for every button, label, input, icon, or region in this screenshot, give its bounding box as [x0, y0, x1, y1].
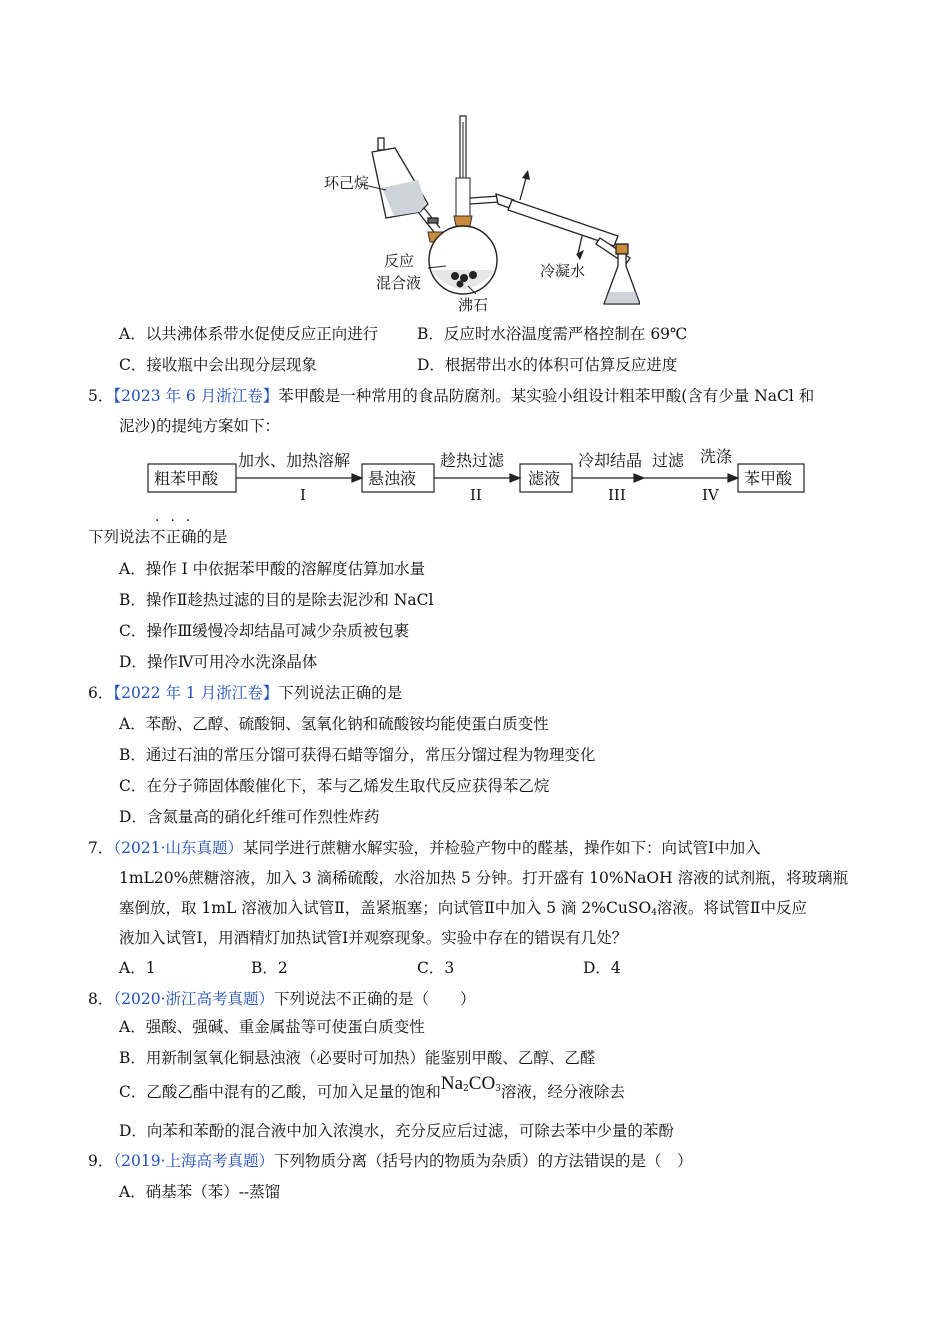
formula-co: CO — [468, 1073, 496, 1094]
q5-stem-line1 — [88, 386, 814, 406]
q7-text: 某同学进行蔗糖水解实验，并检验产物中的醛基，操作如下：向试管Ⅰ中加入 — [243, 839, 761, 857]
q5-option-d: D．操作Ⅳ可用冷水洗涤晶体 — [119, 653, 318, 671]
q4-option-c: C．接收瓶中会出现分层现象 — [119, 356, 317, 374]
q8-option-b: B．用新制氢氧化铜悬浊液（必要时可加热）能鉴别甲酸、乙醇、乙醛 — [119, 1049, 596, 1067]
flow-roman-2: II — [470, 486, 482, 504]
flow-step2-label: 趁热过滤 — [440, 451, 505, 470]
question-source: 【2022 年 1 月浙江卷】 — [113, 684, 279, 702]
q5-stem: 苯甲酸是一种常用的食品防腐剂。某实验小组设计粗苯甲酸(含有少量 NaCl 和 — [278, 387, 815, 405]
formula-na: Na — [440, 1073, 464, 1094]
q4-option-b: B．反应时水浴温度需严格控制在 69℃ — [417, 325, 688, 343]
flow-box4-label: 苯甲酸 — [744, 469, 793, 488]
q7-option-b: B．2 — [251, 959, 288, 977]
question-source: 【2023 年 6 月浙江卷】 — [113, 387, 279, 405]
q6-stem — [88, 683, 402, 703]
flow-step3a-label: 冷却结晶 — [578, 451, 643, 470]
flow-roman-4: IV — [702, 486, 719, 504]
q8-option-a: A．强酸、强碱、重金属盐等可使蛋白质变性 — [119, 1018, 425, 1036]
question-number: 8． — [88, 990, 114, 1008]
q8-option-c — [119, 1073, 625, 1107]
flow-step4-label: 洗涤 — [700, 447, 733, 466]
subscript: 3 — [495, 1084, 501, 1094]
flow-step1-label: 加水、加热溶解 — [238, 451, 351, 470]
q8-c-pre: C．乙酸乙酯中混有的乙酸，可加入足量的饱和 — [119, 1083, 441, 1101]
q6-option-a: A．苯酚、乙醇、硫酸铜、氢氧化钠和硫酸铵均能使蛋白质变性 — [119, 715, 549, 733]
flow-roman-1: I — [300, 486, 306, 504]
q7-line3-post: 溶液。将试管Ⅱ中反应 — [656, 899, 807, 917]
center-stopper — [454, 216, 472, 226]
question-source: （2021·山东真题） — [113, 839, 243, 857]
q7-option-d: D．4 — [583, 959, 621, 977]
q7-stem-line3 — [119, 898, 807, 923]
q9-stem — [88, 1151, 693, 1171]
q7-stem-line1 — [88, 838, 761, 858]
question-number: 5． — [88, 387, 114, 405]
q7-stem-line4: 液加入试管Ⅰ，用酒精灯加热试管Ⅰ并观察现象。实验中存在的错误有几处？ — [119, 929, 628, 947]
q5-option-b: B．操作Ⅱ趁热过滤的目的是除去泥沙和 NaCl — [119, 591, 434, 609]
q6-option-c: C．在分子筛固体酸催化下，苯与乙烯发生取代反应获得苯乙烷 — [119, 777, 550, 795]
q4-option-d: D．根据带出水的体积可估算反应进度 — [417, 356, 678, 374]
flow-step3b-label: 过滤 — [652, 451, 685, 470]
question-number: 7． — [88, 839, 114, 857]
subscript: 2 — [463, 1084, 469, 1094]
q6-option-b: B．通过石油的常压分馏可获得石蜡等馏分，常压分馏过程为物理变化 — [119, 746, 596, 764]
q7-option-c: C．3 — [417, 959, 455, 977]
q6-stem-text: 下列说法正确的是 — [278, 684, 403, 702]
dropping-funnel — [372, 138, 440, 232]
label-reaction-mixture: 混合液 — [376, 274, 422, 292]
flow-box1-label: 粗苯甲酸 — [154, 469, 219, 488]
water-out-arrow — [520, 178, 526, 200]
question-number: 9． — [88, 1152, 114, 1170]
q5-option-c: C．操作Ⅲ缓慢冷却结晶可减少杂质被包裹 — [119, 622, 410, 640]
label-cyclohexane: 环己烷 — [324, 174, 370, 192]
q7-line3-pre: 塞倒放，取 1mL 溶液加入试管Ⅱ，盖紧瓶塞；向试管Ⅱ中加入 5 滴 2%CuSO — [119, 899, 652, 917]
q8-option-d: D．向苯和苯酚的混合液中加入浓溴水，充分反应后过滤，可除去苯中少量的苯酚 — [119, 1122, 674, 1140]
q5-option-a: A．操作 I 中依据苯甲酸的溶解度估算加水量 — [119, 560, 426, 578]
label-condenser-water: 冷凝水 — [540, 262, 586, 280]
flow-roman-3: III — [608, 486, 626, 504]
distillation-apparatus-figure — [300, 108, 640, 318]
q7-option-a: A．1 — [119, 959, 156, 977]
q9-stem-text: 下列物质分离（括号内的物质为杂质）的方法错误的是（ ） — [274, 1152, 693, 1170]
round-bottom-flask — [429, 226, 497, 294]
purification-flowchart — [140, 444, 820, 514]
q8-stem-text: 下列说法不正确的是（ ） — [274, 990, 476, 1008]
q9-option-a: A．硝基苯（苯）--蒸馏 — [119, 1183, 281, 1201]
q8-stem — [88, 989, 476, 1009]
question-number: 6． — [88, 684, 114, 702]
q4-option-a: A．以共沸体系带水促使反应正向进行 — [119, 325, 379, 343]
subscript: 4 — [651, 908, 657, 918]
q7-stem-line2: 1mL20%蔗糖溶液，加入 3 滴稀硫酸，水浴加热 5 分钟。打开盛有 10%NaOH 溶液的试剂瓶，将玻璃瓶 — [119, 869, 849, 887]
q8-c-post: 溶液，经分液除去 — [500, 1083, 625, 1101]
label-boiling-stone: 沸石 — [458, 296, 489, 314]
flow-box2-label: 悬浊液 — [368, 469, 417, 488]
flow-box3-label: 滤液 — [528, 469, 561, 488]
label-reaction: 反应 — [384, 252, 415, 270]
question-source: （2019·上海高考真题） — [113, 1152, 274, 1170]
emphasis-dots: ··· — [155, 513, 202, 529]
q5-ask: 下列说法不正确的是 — [88, 528, 228, 546]
q6-option-d: D．含氮量高的硝化纤维可作烈性炸药 — [119, 808, 380, 826]
q5-stem-line2: 泥沙)的提纯方案如下： — [119, 417, 281, 435]
question-source: （2020·浙江高考真题） — [113, 990, 274, 1008]
